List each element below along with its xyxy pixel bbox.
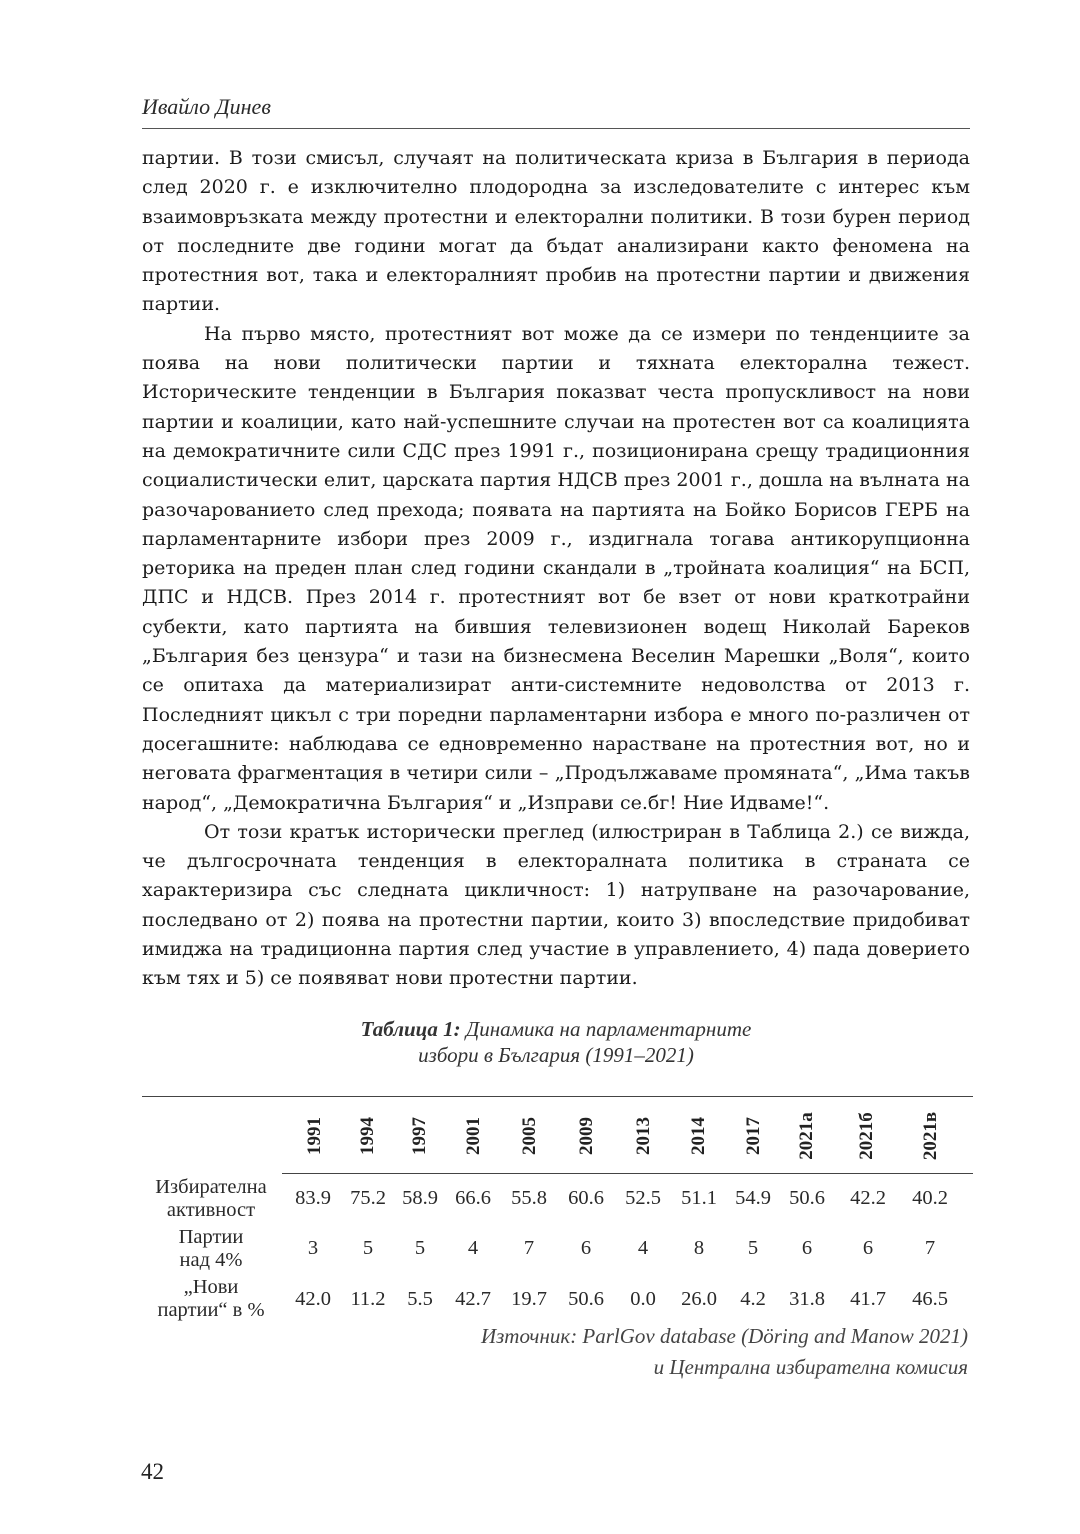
table-cell: 42.7 xyxy=(455,1288,491,1310)
table-cell: 6 xyxy=(580,1237,592,1259)
year-header: 1991 xyxy=(304,1117,325,1155)
table-cell: 58.9 xyxy=(402,1187,438,1209)
year-header: 2013 xyxy=(633,1117,654,1155)
table-cell: 52.5 xyxy=(625,1187,661,1209)
table-source-line-2: и Централна избирателна комисия xyxy=(653,1355,968,1379)
row-label-new-parties: „Нови партии“ в % xyxy=(157,1276,265,1321)
table-cell: 5.5 xyxy=(407,1288,433,1310)
table-cell: 31.8 xyxy=(789,1288,825,1310)
row-label-turnout: Избирателна активност xyxy=(155,1176,267,1221)
table-header-rule xyxy=(282,1173,973,1174)
year-header: 2014 xyxy=(688,1117,709,1155)
page-number: 42 xyxy=(141,1459,164,1484)
table-cell: 4 xyxy=(467,1237,479,1259)
table-cell: 60.6 xyxy=(568,1187,604,1209)
table-cell: 6 xyxy=(801,1237,813,1259)
table-cell: 40.2 xyxy=(912,1187,948,1209)
table-cell: 4 xyxy=(637,1237,649,1259)
table-cell: 5 xyxy=(747,1237,759,1259)
table-cell: 8 xyxy=(693,1237,705,1259)
table-cell: 46.5 xyxy=(912,1288,948,1310)
year-header: 1997 xyxy=(409,1117,430,1155)
table-cell: 7 xyxy=(523,1237,535,1259)
table-cell: 51.1 xyxy=(681,1187,717,1209)
table-cell: 4.2 xyxy=(740,1288,766,1310)
table-caption xyxy=(142,1016,970,1068)
table-top-rule xyxy=(142,1096,973,1097)
table-cell: 42.0 xyxy=(295,1288,331,1310)
running-head: Ивайло Динев xyxy=(142,94,271,119)
caption-label: Таблица 1: xyxy=(360,1017,461,1041)
row-label-parties: Партии над 4% xyxy=(178,1226,244,1271)
table-cell: 19.7 xyxy=(511,1288,547,1310)
year-header: 1994 xyxy=(357,1117,378,1155)
table-cell: 66.6 xyxy=(455,1187,491,1209)
table-cell: 26.0 xyxy=(681,1288,717,1310)
table-cell: 41.7 xyxy=(850,1288,886,1310)
header-rule xyxy=(142,128,970,129)
table-cell: 75.2 xyxy=(350,1187,386,1209)
table-cell: 42.2 xyxy=(850,1187,886,1209)
year-header: 2021а xyxy=(796,1112,817,1160)
table-cell: 54.9 xyxy=(735,1187,771,1209)
table-cell: 3 xyxy=(307,1237,319,1259)
caption-title-part-2: избори в България (1991–2021) xyxy=(418,1043,694,1067)
table-cell: 50.6 xyxy=(568,1288,604,1310)
year-header: 2021в xyxy=(920,1111,941,1161)
table-cell: 5 xyxy=(414,1237,426,1259)
year-header: 2009 xyxy=(576,1117,597,1155)
table-cell: 11.2 xyxy=(350,1288,386,1310)
table-source-line-1: Източник: ParlGov database (Döring and Manow 2021) xyxy=(480,1324,968,1348)
year-header: 2017 xyxy=(743,1117,764,1155)
caption-title-part-1: Динамика на парламентарните xyxy=(465,1017,752,1041)
table-cell: 55.8 xyxy=(511,1187,547,1209)
year-header: 2001 xyxy=(463,1117,484,1155)
caption-line-1 xyxy=(142,1016,970,1042)
paragraph-2: На първо място, протестният вот може да се измери по тенденциите за поява на нови политически партии и тяхната електорална тежест. Историческите тенденции в България показват честа пропускливост на нови партии и коалиции, като най-успешните случаи на протестен вот са коалицията на демократичните сили СДС през 1991 г., позиционирана срещу традиционния социалистически елит, царската партия НДСВ през 2001 г., дошла на вълната на разочарованието след прехода; появата на партията на Бойко Борисов ГЕРБ на парламентарните избори през 2009 г., издигнала тогава антикорупционна реторика на преден план след години скандали в „тройната коалиция“ на БСП, ДПС и НДСВ. През 2014 г. протестният вот бе взет от нови краткотрайни субекти, като партията на бившия телевизионен водещ Николай Бареков „България без цензура“ и тази на бизнесмена Веселин Марешки „Воля“, които се опитаха да материализират анти-системните недоволства от 2013 г. Последният цикъл с три поредни парламентарни избора е много по-различен от досегашните: наблюдава се едновременно нарастване на протестния вот, но и неговата фрагментация в четири сили – „Продължаваме промяната“, „Има такъв народ“, „Демократична България“ и „Изправи се.бг! Ние Идваме!“. xyxy=(142,322,970,814)
year-header: 2005 xyxy=(519,1117,540,1155)
table-cell: 6 xyxy=(862,1237,874,1259)
table-cell: 7 xyxy=(924,1237,936,1259)
paragraph-1: партии. В този смисъл, случаят на политическата криза в България в периода след 2020 г. е изключително плодородна за изследователите с интерес към взаимовръзката между протестни и електорални политики. В този бурен период от последните две години могат да бъдат анализирани както феномена на протестния вот, така и електоралният пробив на протестни партии и движения партии. xyxy=(142,147,970,316)
year-header: 2021б xyxy=(856,1112,877,1160)
table-cell: 83.9 xyxy=(295,1187,331,1209)
table-cell: 5 xyxy=(362,1237,374,1259)
paragraph-3: От този кратък исторически преглед (илюстриран в Таблица 2.) се вижда, че дългосрочната тенденция в електоралната политика в страната се характеризира със следната цикличност: 1) натрупване на разочарование, последвано от 2) поява на протестни партии, които 3) впоследствие придобиват имиджа на традиционна партия след участие в управлението, 4) пада доверието към тях и 5) се появяват нови протестни партии. xyxy=(142,820,970,990)
table-cell: 50.6 xyxy=(789,1187,825,1209)
table-cell: 0.0 xyxy=(630,1288,656,1310)
body-text xyxy=(142,144,970,994)
